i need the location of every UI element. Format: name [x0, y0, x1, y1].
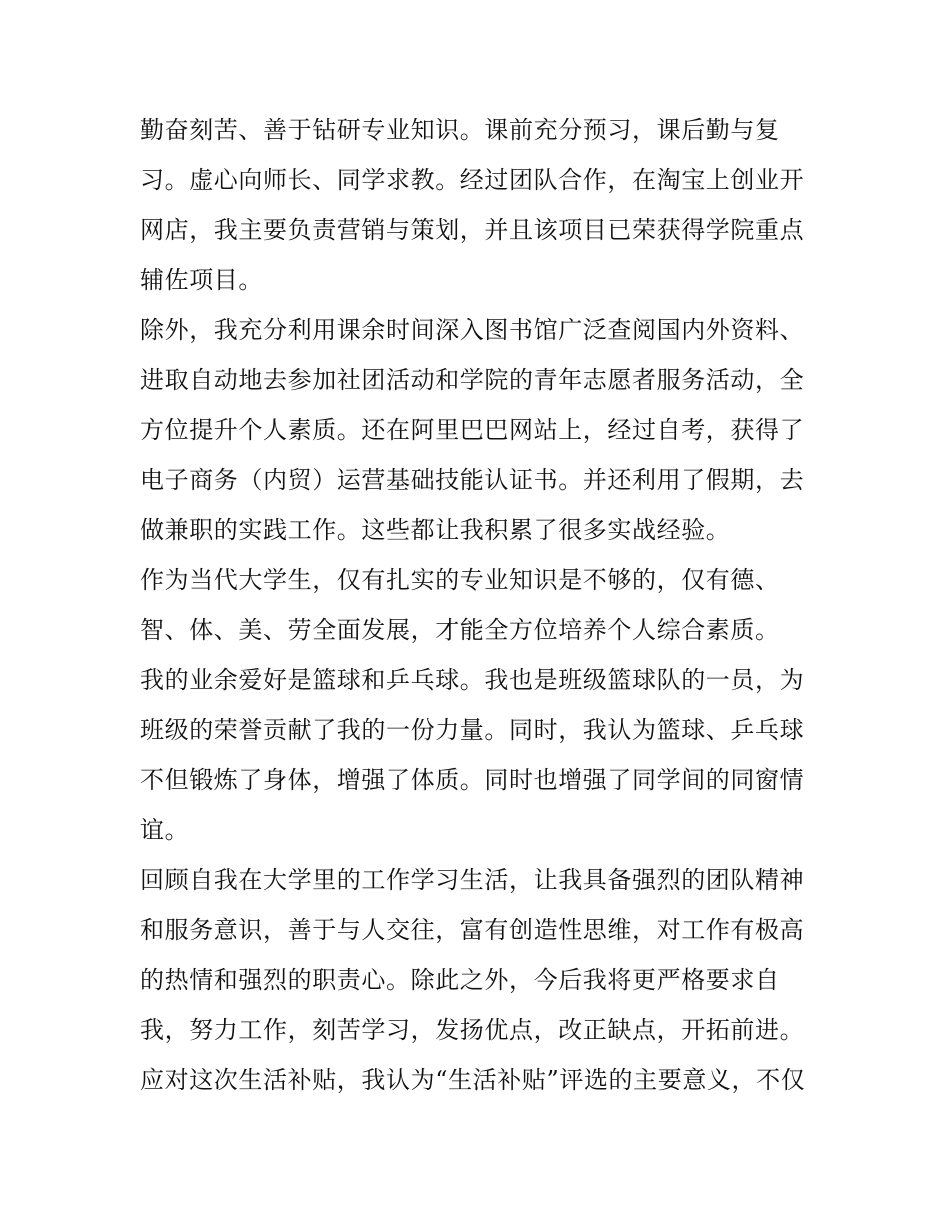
text-line: 辅佐项目。 — [140, 266, 263, 294]
text-line: 我，努力工作，刻苦学习，发扬优点，改正缺点，开拓前进。 — [140, 1016, 805, 1044]
text-line: 智、体、美、劳全面发展，才能全方位培养个人综合素质。 — [140, 616, 780, 644]
text-line: 除外，我充分利用课余时间深入图书馆广泛查阅国内外资料、 — [140, 316, 805, 344]
text-line: 方位提升个人素质。还在阿里巴巴网站上，经过自考，获得了 — [140, 416, 805, 444]
text-line: 应对这次生活补贴，我认为“生活补贴”评选的主要意义，不仅 — [140, 1066, 806, 1094]
text-line: 我的业余爱好是篮球和乒乓球。我也是班级篮球队的一员，为 — [140, 666, 805, 694]
text-line: 不但锻炼了身体，增强了体质。同时也增强了同学间的同窗情 — [140, 766, 805, 794]
text-line: 进取自动地去参加社团活动和学院的青年志愿者服务活动，全 — [140, 366, 805, 394]
text-line: 和服务意识，善于与人交往，富有创造性思维，对工作有极高 — [140, 916, 805, 944]
text-line: 作为当代大学生，仅有扎实的专业知识是不够的，仅有德、 — [140, 566, 780, 594]
text-line: 做兼职的实践工作。这些都让我积累了很多实战经验。 — [140, 516, 731, 544]
text-line: 回顾自我在大学里的工作学习生活，让我具备强烈的团队精神 — [140, 866, 805, 894]
text-line: 的热情和强烈的职责心。除此之外，今后我将更严格要求自 — [140, 966, 780, 994]
text-line: 电子商务（内贸）运营基础技能认证书。并还利用了假期，去 — [140, 466, 805, 494]
text-line: 谊。 — [140, 816, 190, 844]
text-line: 勤奋刻苦、善于钻研专业知识。课前充分预习，课后勤与复 — [140, 116, 780, 144]
text-line: 网店，我主要负责营销与策划，并且该项目已荣获得学院重点 — [140, 216, 805, 244]
text-line: 习。虚心向师长、同学求教。经过团队合作，在淘宝上创业开 — [140, 166, 805, 194]
text-line: 班级的荣誉贡献了我的一份力量。同时，我认为篮球、乒乓球 — [140, 716, 805, 744]
